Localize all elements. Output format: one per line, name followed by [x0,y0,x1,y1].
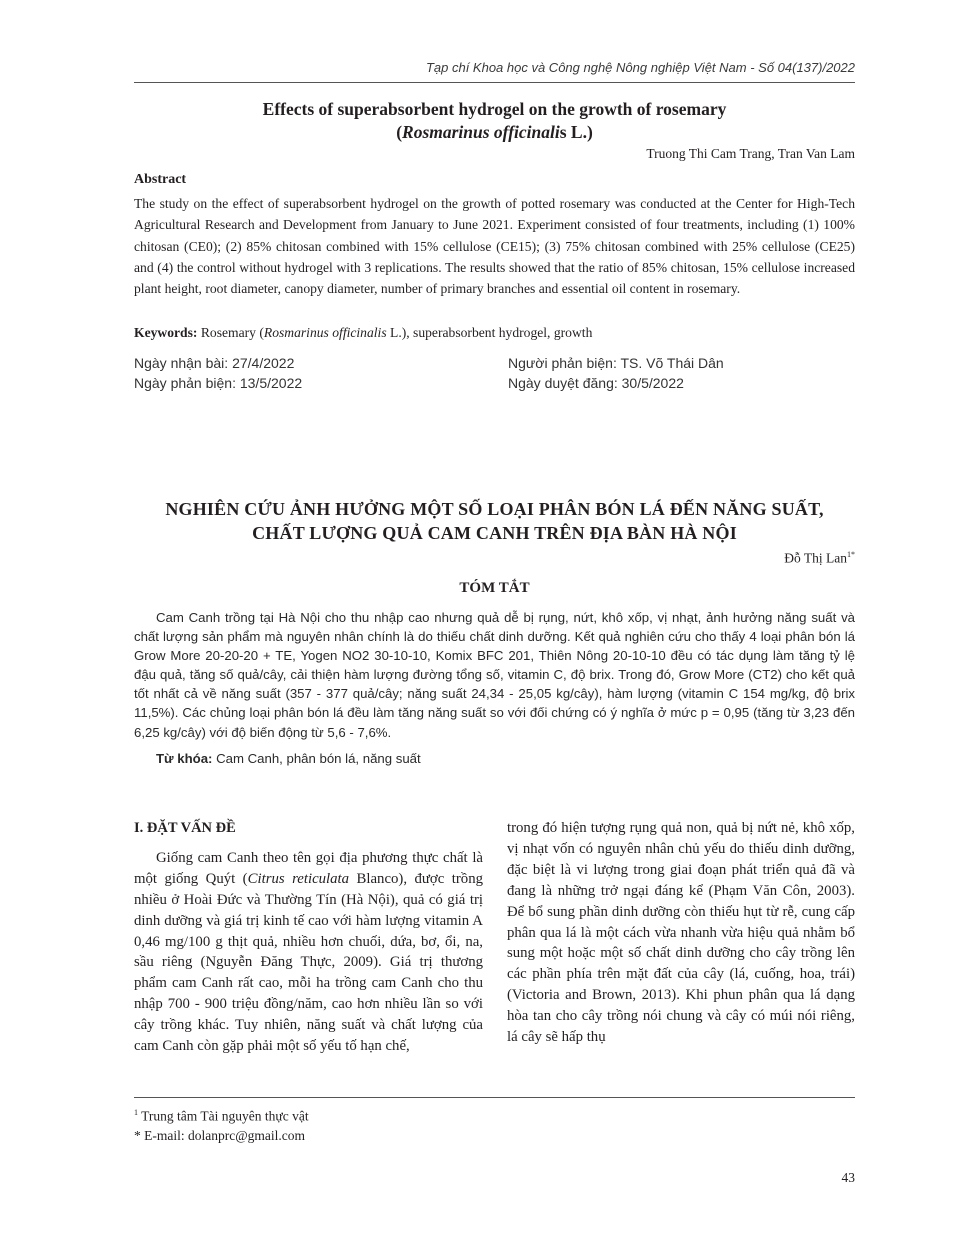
date-reviewed: Ngày phản biện: 13/5/2022 [134,375,303,391]
vietnamese-title [134,497,855,545]
keywords-label: Keywords: [134,325,198,340]
abstract-heading: Abstract [134,172,187,187]
vietnamese-keywords [156,751,856,766]
intro-species: Citrus reticulata [247,870,350,887]
keywords-species: Rosmarinus officinalis [263,325,387,340]
page-number: 43 [841,1170,855,1185]
reviewer: Người phản biện: TS. Võ Thái Dân [508,355,724,371]
dates-right-column [508,353,858,393]
vietnamese-title-line2: CHẤT LƯỢNG QUẢ CAM CANH TRÊN ĐỊA BÀN HÀ NỘI [252,523,737,543]
english-authors: Truong Thi Cam Trang, Tran Van Lam [646,146,855,161]
vn-keywords-list: Cam Canh, phân bón lá, năng suất [212,751,421,766]
footnotes [134,1103,855,1145]
footnote-affiliation [134,1103,855,1126]
title-species: Rosmarinus officinali [402,122,560,142]
footnote-divider [134,1097,855,1098]
summary-body: Cam Canh trồng tại Hà Nội cho thu nhập cao nhưng quả dễ bị rụng, nứt, khô xốp, vị nhạt, ảnh hưởng năng suất và chất lượng sản phẩm mà nguyên nhân chính là do thiếu chất dinh dưỡng. Kết quả nghiên cứu cho thấy 4 loại phân bón lá Grow More 20-20-20 + TE, Yogen NO2 30-10-10, Komix BFC 201, Thiên Nông 20-10-10 đều có tác dụng làm tăng tỷ lệ đậu quả, tăng số quả/cây, cải thiện hàm lượng đường tổng số, vitamin C, độ brix. Trong đó, Grow More (CT2) cho kết quả tốt nhất cả về năng suất (357 - 377 quả/cây; năng suất 24,34 - 25,05 kg/cây), hàm lượng (vitamin C 154 mg/kg, độ brix 11,5%). Các chủng loại phân bón lá đều làm tăng năng suất so với đối chứng có ý nghĩa ở mức p = 0,95 (tăng từ 3,23 đến 6,25 kg/cây) với độ biến động từ 5,6 - 7,6%. [134,610,855,740]
english-title-line2 [134,121,855,144]
vietnamese-author [134,550,855,567]
keywords-pre: Rosemary ( [197,325,264,340]
journal-header: Tạp chí Khoa học và Công nghệ Nông nghiệp Việt Nam - Số 04(137)/2022 [425,60,855,75]
body-column-left [134,818,483,1057]
english-title-line1: Effects of superabsorbent hydrogel on the growth of rosemary [262,99,727,119]
footnote-mark: 1 [134,1108,138,1117]
date-received: Ngày nhận bài: 27/4/2022 [134,355,295,371]
english-keywords [134,325,855,341]
title-paren: ( [396,122,403,142]
keywords-post: L.), superabsorbent hydrogel, growth [386,325,593,340]
summary-text [134,608,855,742]
english-title [134,98,855,144]
header-divider [134,82,855,83]
intro-text-rest: Blanco), được trồng nhiều ở Hoài Đức và Thường Tín (Hà Nội), quả có giá trị dinh dưỡng và giá trị kinh tế cao với hàm lượng vitamin A 0,46 mg/100 g thịt quả, nhiều hơn chuối, dứa, bơ, ổi, na, sầu riêng (Nguyễn Đăng Thực, 2009). Giá trị thương phẩm cam Canh rất cao, mỗi ha trồng cam Canh cho thu nhập 700 - 900 triệu đồng/năm, cao hơn nhiều lần so với cây trồng khác. Tuy nhiên, năng suất và chất lượng của cam Canh còn gặp phải một số yếu tố hạn chế, [134,870,484,1055]
footnote-affiliation-text: Trung tâm Tài nguyên thực vật [141,1108,309,1124]
body-column-right: trong đó hiện tượng rụng quả non, quả bị nứt nẻ, khô xốp, vị nhạt vốn có nguyên nhân chủ yếu do thiếu dinh dưỡng, đặc biệt là vi lượng trong giai đoạn phát triển quả đã và đang là những trở ngại đáng kể (Phạm Văn Côn, 2003). Để bổ sung phần dinh dưỡng còn thiếu hụt từ rễ, cung cấp phân qua lá là một cách vừa nhanh vừa hiệu quả nhằm bổ sung một hoặc một số chất dinh dưỡng cho cây trồng lên các phần phía trên mặt đất của cây (lá, cuống, hoa, trái) (Victoria and Brown, 2013). Khi phun phân qua lá dạng hòa tan cho cây trồng nói chung và cây có múi nói riêng, lá cây sẽ hấp thụ [507,820,855,1046]
footnote-email: * E-mail: dolanprc@gmail.com [134,1127,306,1143]
section-heading-introduction: I. ĐẶT VẤN ĐỀ [134,820,236,836]
intro-paragraph [134,848,483,1057]
dates-left-column [134,353,494,393]
author-affiliation-mark: 1* [847,550,855,559]
intro-text-start: Giống cam Canh theo tên gọi địa phương thực chất là một giống Quýt ( [134,849,483,887]
vn-keywords-label: Từ khóa: [156,751,213,766]
author-name: Đỗ Thị Lan [784,550,847,566]
title-species-end: s L.) [559,122,593,142]
summary-heading: TÓM TẮT [459,580,530,596]
date-accepted: Ngày duyệt đăng: 30/5/2022 [508,375,684,391]
vietnamese-title-line1: NGHIÊN CỨU ẢNH HƯỞNG MỘT SỐ LOẠI PHÂN BÓN LÁ ĐẾN NĂNG SUẤT, [165,499,824,519]
abstract-text: The study on the effect of superabsorbent hydrogel on the growth of potted rosemary was conducted at the Center for High-Tech Agricultural Research and Development from January to June 2021. Experiment consisted of four treatments, including (1) 100% chitosan (CE0); (2) 85% chitosan combined with 15% cellulose (CE15); (3) 75% chitosan combined with 25% cellulose (CE25) and (4) the control without hydrogel with 3 replications. The results showed that the ratio of 85% chitosan, 15% cellulose increased plant height, root diameter, canopy diameter, number of primary branches and essential oil content in rosemary. [134,196,855,297]
